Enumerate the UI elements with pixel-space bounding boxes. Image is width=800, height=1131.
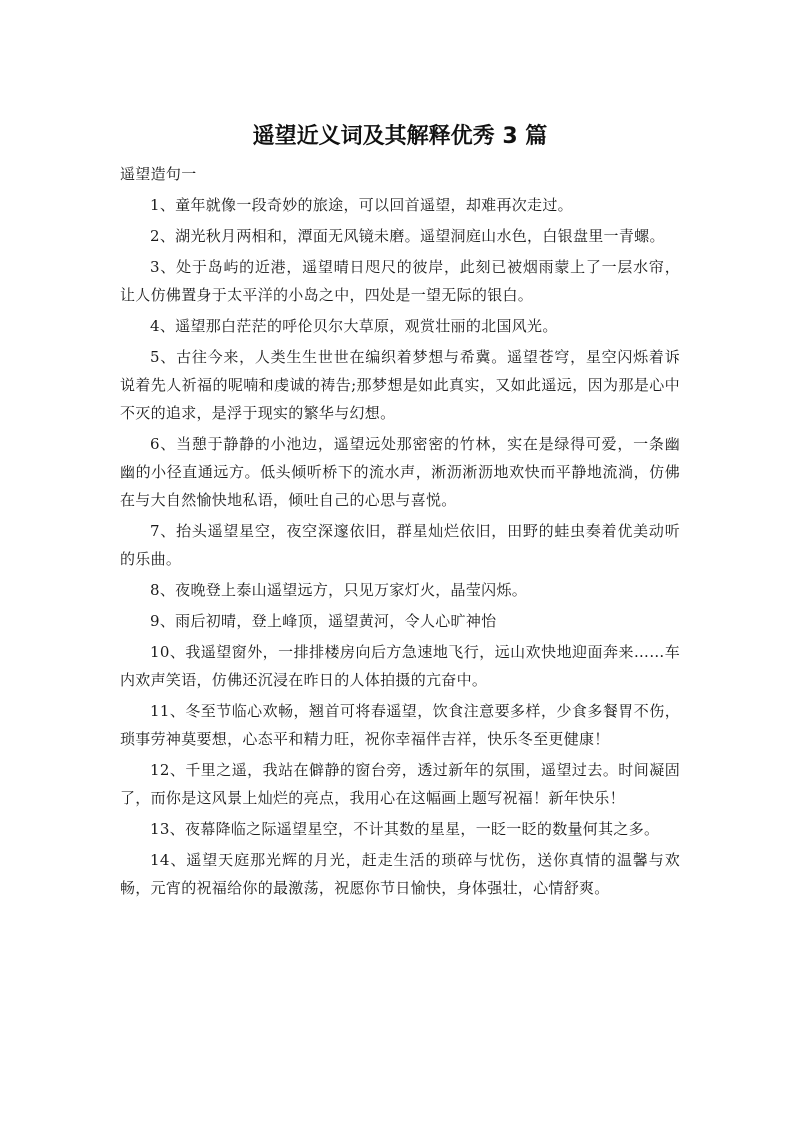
document-body (120, 160, 680, 905)
paragraph: 2、湖光秋月两相和，潭面无风镜未磨。遥望洞庭山水色，白银盘里一青螺。 (150, 227, 665, 245)
paragraph: 7、抬头遥望星空，夜空深邃依旧，群星灿烂依旧，田野的蛙虫奏着优美动听的乐曲。 (120, 522, 680, 568)
paragraph: 11、冬至节临心欢畅，翘首可将春遥望，饮食注意要多样，少食多餐胃不伤，琐事劳神莫要想，心态平和精力旺，祝你幸福伴吉祥，快乐冬至更健康！ (120, 702, 680, 748)
paragraph: 3、处于岛屿的近港，遥望晴日咫尺的彼岸，此刻已被烟雨蒙上了一层水帘，让人仿佛置身于太平洋的小岛之中，四处是一望无际的银白。 (120, 258, 680, 304)
paragraph: 12、千里之遥，我站在僻静的窗台旁，透过新年的氛围，遥望过去。时间凝固了，而你是这风景上灿烂的亮点，我用心在这幅画上题写祝福！新年快乐！ (120, 761, 680, 807)
paragraph: 1、童年就像一段奇妙的旅途，可以回首遥望，却难再次走过。 (150, 196, 573, 214)
paragraph: 9、雨后初晴，登上峰顶，遥望黄河，令人心旷神怡 (150, 612, 497, 630)
document-title: 遥望近义词及其解释优秀 3 篇 (252, 124, 548, 149)
paragraph: 4、遥望那白茫茫的呼伦贝尔大草原，观赏壮丽的北国风光。 (150, 317, 558, 335)
paragraph: 6、当憩于静静的小池边，遥望远处那密密的竹林，实在是绿得可爱，一条幽幽的小径直通远方。低头倾听桥下的流水声，淅沥淅沥地欢快而平静地流淌，仿佛在与大自然愉快地私语，倾吐自己的心思与喜悦。 (120, 435, 680, 509)
paragraph: 14、遥望天庭那光辉的月光，赶走生活的琐碎与忧伤，送你真情的温馨与欢畅，元宵的祝福给你的最激荡，祝愿你节日愉快，身体强壮，心情舒爽。 (120, 851, 680, 897)
paragraph: 5、古往今来，人类生生世世在编织着梦想与希冀。遥望苍穹，星空闪烁着诉说着先人祈福的呢喃和虔诚的祷告;那梦想是如此真实，又如此遥远，因为那是心中不灭的追求，是浮于现实的繁华与幻想。 (120, 348, 680, 422)
section-heading: 遥望造句一 (120, 165, 197, 183)
paragraph: 10、我遥望窗外，一排排楼房向后方急速地飞行，远山欢快地迎面奔来……车内欢声笑语，仿佛还沉浸在昨日的人体拍摄的亢奋中。 (120, 643, 680, 689)
paragraph: 8、夜晚登上泰山遥望远方，只见万家灯火，晶莹闪烁。 (150, 581, 528, 599)
paragraph: 13、夜幕降临之际遥望星空，不计其数的星星，一眨一眨的数量何其之多。 (150, 820, 660, 838)
